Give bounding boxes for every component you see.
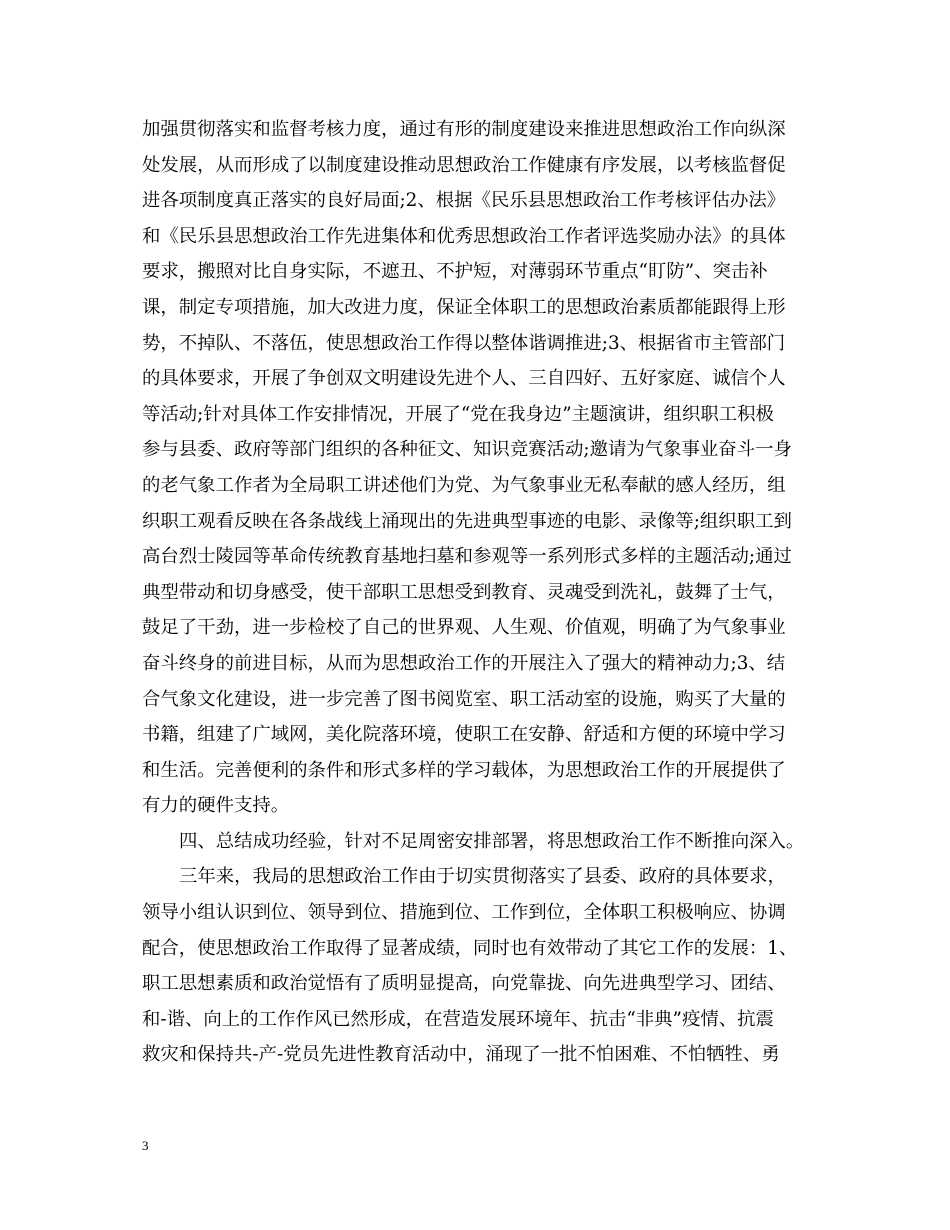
paragraph-1-line: 的老气象工作者为全局职工讲述他们为党、为气象事业无私奉献的感人经历，组 xyxy=(142,474,786,496)
paragraph-2-line: 和-谐、向上的工作作风已然形成，在营造发展环境年、抗击“非典”疫情、抗震 xyxy=(142,1008,774,1030)
paragraph-1-line: 奋斗终身的前进目标，从而为思想政治工作的开展注入了强大的精神动力;3、结 xyxy=(142,652,786,674)
paragraph-1-line: 有力的硬件支持。 xyxy=(142,795,290,817)
paragraph-1-line: 合气象文化建设，进一步完善了图书阅览室、职工活动室的设施，购买了大量的 xyxy=(142,688,786,710)
body-text xyxy=(142,112,812,1073)
paragraph-1-line: 势，不掉队、不落伍，使思想政治工作得以整体谐调推进;3、根据省市主管部门 xyxy=(142,332,786,354)
paragraph-1-line: 书籍，组建了广域网，美化院落环境，使职工在安静、舒适和方便的环境中学习 xyxy=(142,724,786,746)
paragraph-1-line: 织职工观看反映在各条战线上涌现出的先进典型事迹的电影、录像等;组织职工到 xyxy=(142,510,792,532)
page-number: 3 xyxy=(142,1138,149,1153)
paragraph-1-line: 要求，搬照对比自身实际，不遮丑、不护短，对薄弱环节重点“盯防”、突击补 xyxy=(142,261,768,283)
paragraph-2-line: 领导小组认识到位、领导到位、措施到位、工作到位，全体职工积极响应、协调 xyxy=(142,902,786,924)
section-heading: 四、总结成功经验，针对不足周密安排部署，将思想政治工作不断推向深入。 xyxy=(179,830,805,852)
paragraph-1-line: 课，制定专项措施，加大改进力度，保证全体职工的思想政治素质都能跟得上形 xyxy=(142,296,786,318)
paragraph-2-line: 救灾和保持共-产-党员先进性教育活动中，涌现了一批不怕困难、不怕牺牲、勇 xyxy=(142,1044,780,1066)
paragraph-1-line: 和生活。完善便利的条件和形式多样的学习载体，为思想政治工作的开展提供了 xyxy=(142,759,786,781)
paragraph-1-line: 进各项制度真正落实的良好局面;2、根据《民乐县思想政治工作考核评估办法》 xyxy=(142,190,786,212)
paragraph-1-line: 鼓足了干劲，进一步检校了自己的世界观、人生观、价值观，明确了为气象事业 xyxy=(142,617,786,639)
paragraph-1-line: 高台烈士陵园等革命传统教育基地扫墓和参观等一系列形式多样的主题活动;通过 xyxy=(142,546,792,568)
paragraph-2-line: 三年来，我局的思想政治工作由于切实贯彻落实了县委、政府的具体要求， xyxy=(179,866,786,888)
paragraph-1-line: 的具体要求，开展了争创双文明建设先进个人、三自四好、五好家庭、诚信个人 xyxy=(142,368,786,390)
paragraph-1-line: 和《民乐县思想政治工作先进集体和优秀思想政治工作者评选奖励办法》的具体 xyxy=(142,225,786,247)
paragraph-1-line: 等活动;针对具体工作安排情况，开展了“党在我身边”主题演讲，组织职工积极 xyxy=(142,403,774,425)
paragraph-1-line: 处发展，从而形成了以制度建设推动思想政治工作健康有序发展，以考核监督促 xyxy=(142,154,786,176)
paragraph-2-line: 配合，使思想政治工作取得了显著成绩，同时也有效带动了其它工作的发展：1、 xyxy=(142,937,798,959)
paragraph-2-line: 职工思想素质和政治觉悟有了质明显提高，向党靠拢、向先进典型学习、团结、 xyxy=(142,973,786,995)
paragraph-1-line: 典型带动和切身感受，使干部职工思想受到教育、灵魂受到洗礼，鼓舞了士气， xyxy=(142,581,786,603)
paragraph-1-line: 加强贯彻落实和监督考核力度，通过有形的制度建设来推进思想政治工作向纵深 xyxy=(142,119,786,140)
paragraph-1-line: 参与县委、政府等部门组织的各种征文、知识竞赛活动;邀请为气象事业奋斗一身 xyxy=(142,439,792,461)
